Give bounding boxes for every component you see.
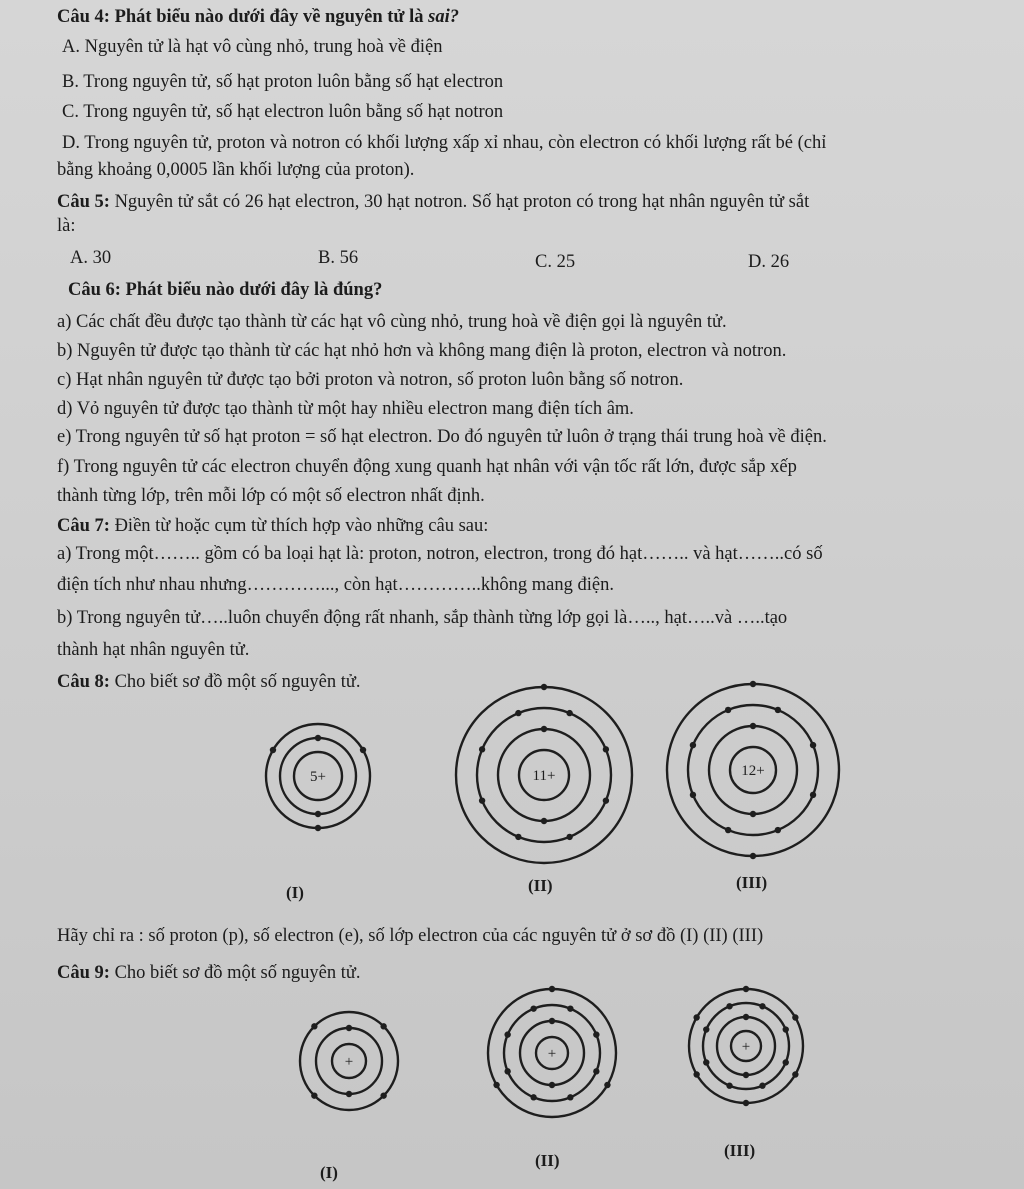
q5-option-a: A. 30 xyxy=(70,248,112,268)
electron xyxy=(346,1025,352,1031)
electron xyxy=(593,1068,599,1074)
q8-atom-2 xyxy=(452,683,636,867)
nucleus-charge: + xyxy=(344,1054,354,1070)
q7-line-b: b) Trong nguyên tử…..luôn chuyển động rất nhanh, sắp thành từng lớp gọi là….., hạt…..và …..tạo xyxy=(57,608,788,628)
q5-option-c: C. 25 xyxy=(535,252,576,272)
q8-label: Câu 8: xyxy=(57,672,110,692)
electron xyxy=(693,1071,699,1077)
electron xyxy=(725,707,731,713)
q4-option-c: C. Trong nguyên tử, số hạt electron luôn bằng số hạt notron xyxy=(62,102,504,122)
q4-label: Câu 4: xyxy=(57,7,110,27)
electron xyxy=(315,825,321,831)
electron xyxy=(743,1072,749,1078)
q5-text: Nguyên tử sắt có 26 hạt electron, 30 hạt notron. Số hạt proton có trong hạt nhân nguyên tử sắt xyxy=(109,192,810,212)
electron xyxy=(726,1083,732,1089)
q9-label-3: (III) xyxy=(724,1141,756,1160)
q8-label-3: (III) xyxy=(736,873,768,892)
electron xyxy=(603,797,609,803)
q6-item-e: e) Trong nguyên tử số hạt proton = số hạt electron. Do đó nguyên tử luôn ở trạng thái trung hoà về điện. xyxy=(57,427,827,447)
electron xyxy=(567,1005,573,1011)
electron xyxy=(515,710,521,716)
electron xyxy=(792,1014,798,1020)
q9-title xyxy=(57,962,360,984)
electron xyxy=(775,707,781,713)
electron xyxy=(315,811,321,817)
electron xyxy=(810,742,816,748)
q6-title: Câu 6: Phát biểu nào dưới đây là đúng? xyxy=(68,280,383,300)
nucleus-charge: + xyxy=(741,1039,751,1055)
electron xyxy=(750,811,756,817)
q4-title xyxy=(57,6,459,28)
electron xyxy=(750,681,756,687)
q8-text: Cho biết sơ đồ một số nguyên tử. xyxy=(109,672,361,692)
electron xyxy=(759,1083,765,1089)
electron xyxy=(346,1091,352,1097)
q7-text: Điền từ hoặc cụm từ thích hợp vào những câu sau: xyxy=(109,516,489,536)
q4-option-d-cont: bằng khoảng 0,0005 lần khối lượng của proton). xyxy=(57,160,415,180)
q4-option-d: D. Trong nguyên tử, proton và notron có khối lượng xấp xỉ nhau, còn electron có khối lượng rất bé (chỉ xyxy=(62,133,827,153)
q6-item-c: c) Hạt nhân nguyên tử được tạo bởi proton và notron, số proton luôn bằng số notron. xyxy=(57,370,684,390)
electron xyxy=(311,1092,317,1098)
electron xyxy=(750,723,756,729)
electron xyxy=(541,726,547,732)
q9-atom-2 xyxy=(484,985,620,1121)
q5-option-d: D. 26 xyxy=(748,252,790,272)
q8-atom-1 xyxy=(262,720,374,832)
electron xyxy=(493,1082,499,1088)
q7-line-a: a) Trong một…….. gồm có ba loại hạt là: proton, notron, electron, trong đó hạt…….. và hạt……..có số xyxy=(57,544,823,564)
nucleus-charge: 11+ xyxy=(532,768,556,784)
q5-label: Câu 5: xyxy=(57,192,110,212)
electron xyxy=(515,834,521,840)
nucleus-charge: 5+ xyxy=(310,769,326,785)
q6-item-f-cont: thành từng lớp, trên mỗi lớp có một số electron nhất định. xyxy=(57,486,485,506)
q9-label-1: (I) xyxy=(320,1163,338,1182)
q8-title xyxy=(57,671,360,693)
q8-label-1: (I) xyxy=(286,883,304,902)
electron xyxy=(726,1003,732,1009)
electron xyxy=(549,986,555,992)
electron xyxy=(693,1014,699,1020)
electron xyxy=(792,1071,798,1077)
q7-line-a-cont: điện tích như nhau nhưng…………..., còn hạt…………..không mang điện. xyxy=(57,575,614,595)
electron xyxy=(566,710,572,716)
q5-title xyxy=(57,191,809,213)
q4-text: Phát biểu nào dưới đây về nguyên tử là xyxy=(109,7,429,27)
q6-item-f: f) Trong nguyên tử các electron chuyển động xung quanh hạt nhân với vận tốc rất lớn, được sắp xếp xyxy=(57,457,797,477)
electron xyxy=(743,1100,749,1106)
nucleus-charge: 12+ xyxy=(741,763,765,779)
electron xyxy=(530,1005,536,1011)
electron xyxy=(593,1031,599,1037)
electron xyxy=(270,747,276,753)
electron xyxy=(783,1059,789,1065)
electron xyxy=(380,1092,386,1098)
q5-option-b: B. 56 xyxy=(318,248,359,268)
electron xyxy=(603,746,609,752)
q9-text: Cho biết sơ đồ một số nguyên tử. xyxy=(109,963,361,983)
electron xyxy=(360,747,366,753)
electron xyxy=(566,834,572,840)
q4-option-a: A. Nguyên tử là hạt vô cùng nhỏ, trung hoà về điện xyxy=(62,37,443,57)
q6-item-b: b) Nguyên tử được tạo thành từ các hạt nhỏ hơn và không mang điện là proton, electron và notron. xyxy=(57,341,787,361)
electron xyxy=(567,1094,573,1100)
electron xyxy=(530,1094,536,1100)
electron xyxy=(690,792,696,798)
electron xyxy=(311,1023,317,1029)
electron xyxy=(479,797,485,803)
electron xyxy=(759,1003,765,1009)
q8-atom-3 xyxy=(663,680,843,860)
electron xyxy=(504,1068,510,1074)
q7-label: Câu 7: xyxy=(57,516,110,536)
q9-label-2: (II) xyxy=(535,1151,560,1170)
q4-option-b: B. Trong nguyên tử, số hạt proton luôn bằng số hạt electron xyxy=(62,72,504,92)
electron xyxy=(810,792,816,798)
electron xyxy=(743,1014,749,1020)
electron xyxy=(703,1026,709,1032)
q6-item-d: d) Vỏ nguyên tử được tạo thành từ một hay nhiều electron mang điện tích âm. xyxy=(57,399,634,419)
electron xyxy=(725,827,731,833)
electron xyxy=(541,818,547,824)
electron xyxy=(541,684,547,690)
electron xyxy=(783,1026,789,1032)
electron xyxy=(315,735,321,741)
electron xyxy=(380,1023,386,1029)
q9-atom-3 xyxy=(685,985,807,1107)
electron xyxy=(750,853,756,859)
q8-label-2: (II) xyxy=(528,876,553,895)
electron xyxy=(743,986,749,992)
electron xyxy=(775,827,781,833)
electron xyxy=(690,742,696,748)
nucleus-charge: + xyxy=(547,1046,557,1062)
q8-question: Hãy chỉ ra : số proton (p), số electron (e), số lớp electron của các nguyên tử ở sơ đồ (I) (II) (III) xyxy=(57,926,764,946)
q9-atom-1 xyxy=(296,1008,402,1114)
electron xyxy=(549,1018,555,1024)
q7-title xyxy=(57,515,488,537)
electron xyxy=(549,1082,555,1088)
q5-text-cont: là: xyxy=(57,216,76,236)
q4-emphasis: sai? xyxy=(428,7,460,27)
q7-line-b-cont: thành hạt nhân nguyên tử. xyxy=(57,640,250,660)
q6-item-a: a) Các chất đều được tạo thành từ các hạt vô cùng nhỏ, trung hoà về điện gọi là nguyên tử. xyxy=(57,312,727,332)
electron xyxy=(479,746,485,752)
electron xyxy=(504,1031,510,1037)
q9-label: Câu 9: xyxy=(57,963,110,983)
electron xyxy=(703,1059,709,1065)
electron xyxy=(604,1082,610,1088)
